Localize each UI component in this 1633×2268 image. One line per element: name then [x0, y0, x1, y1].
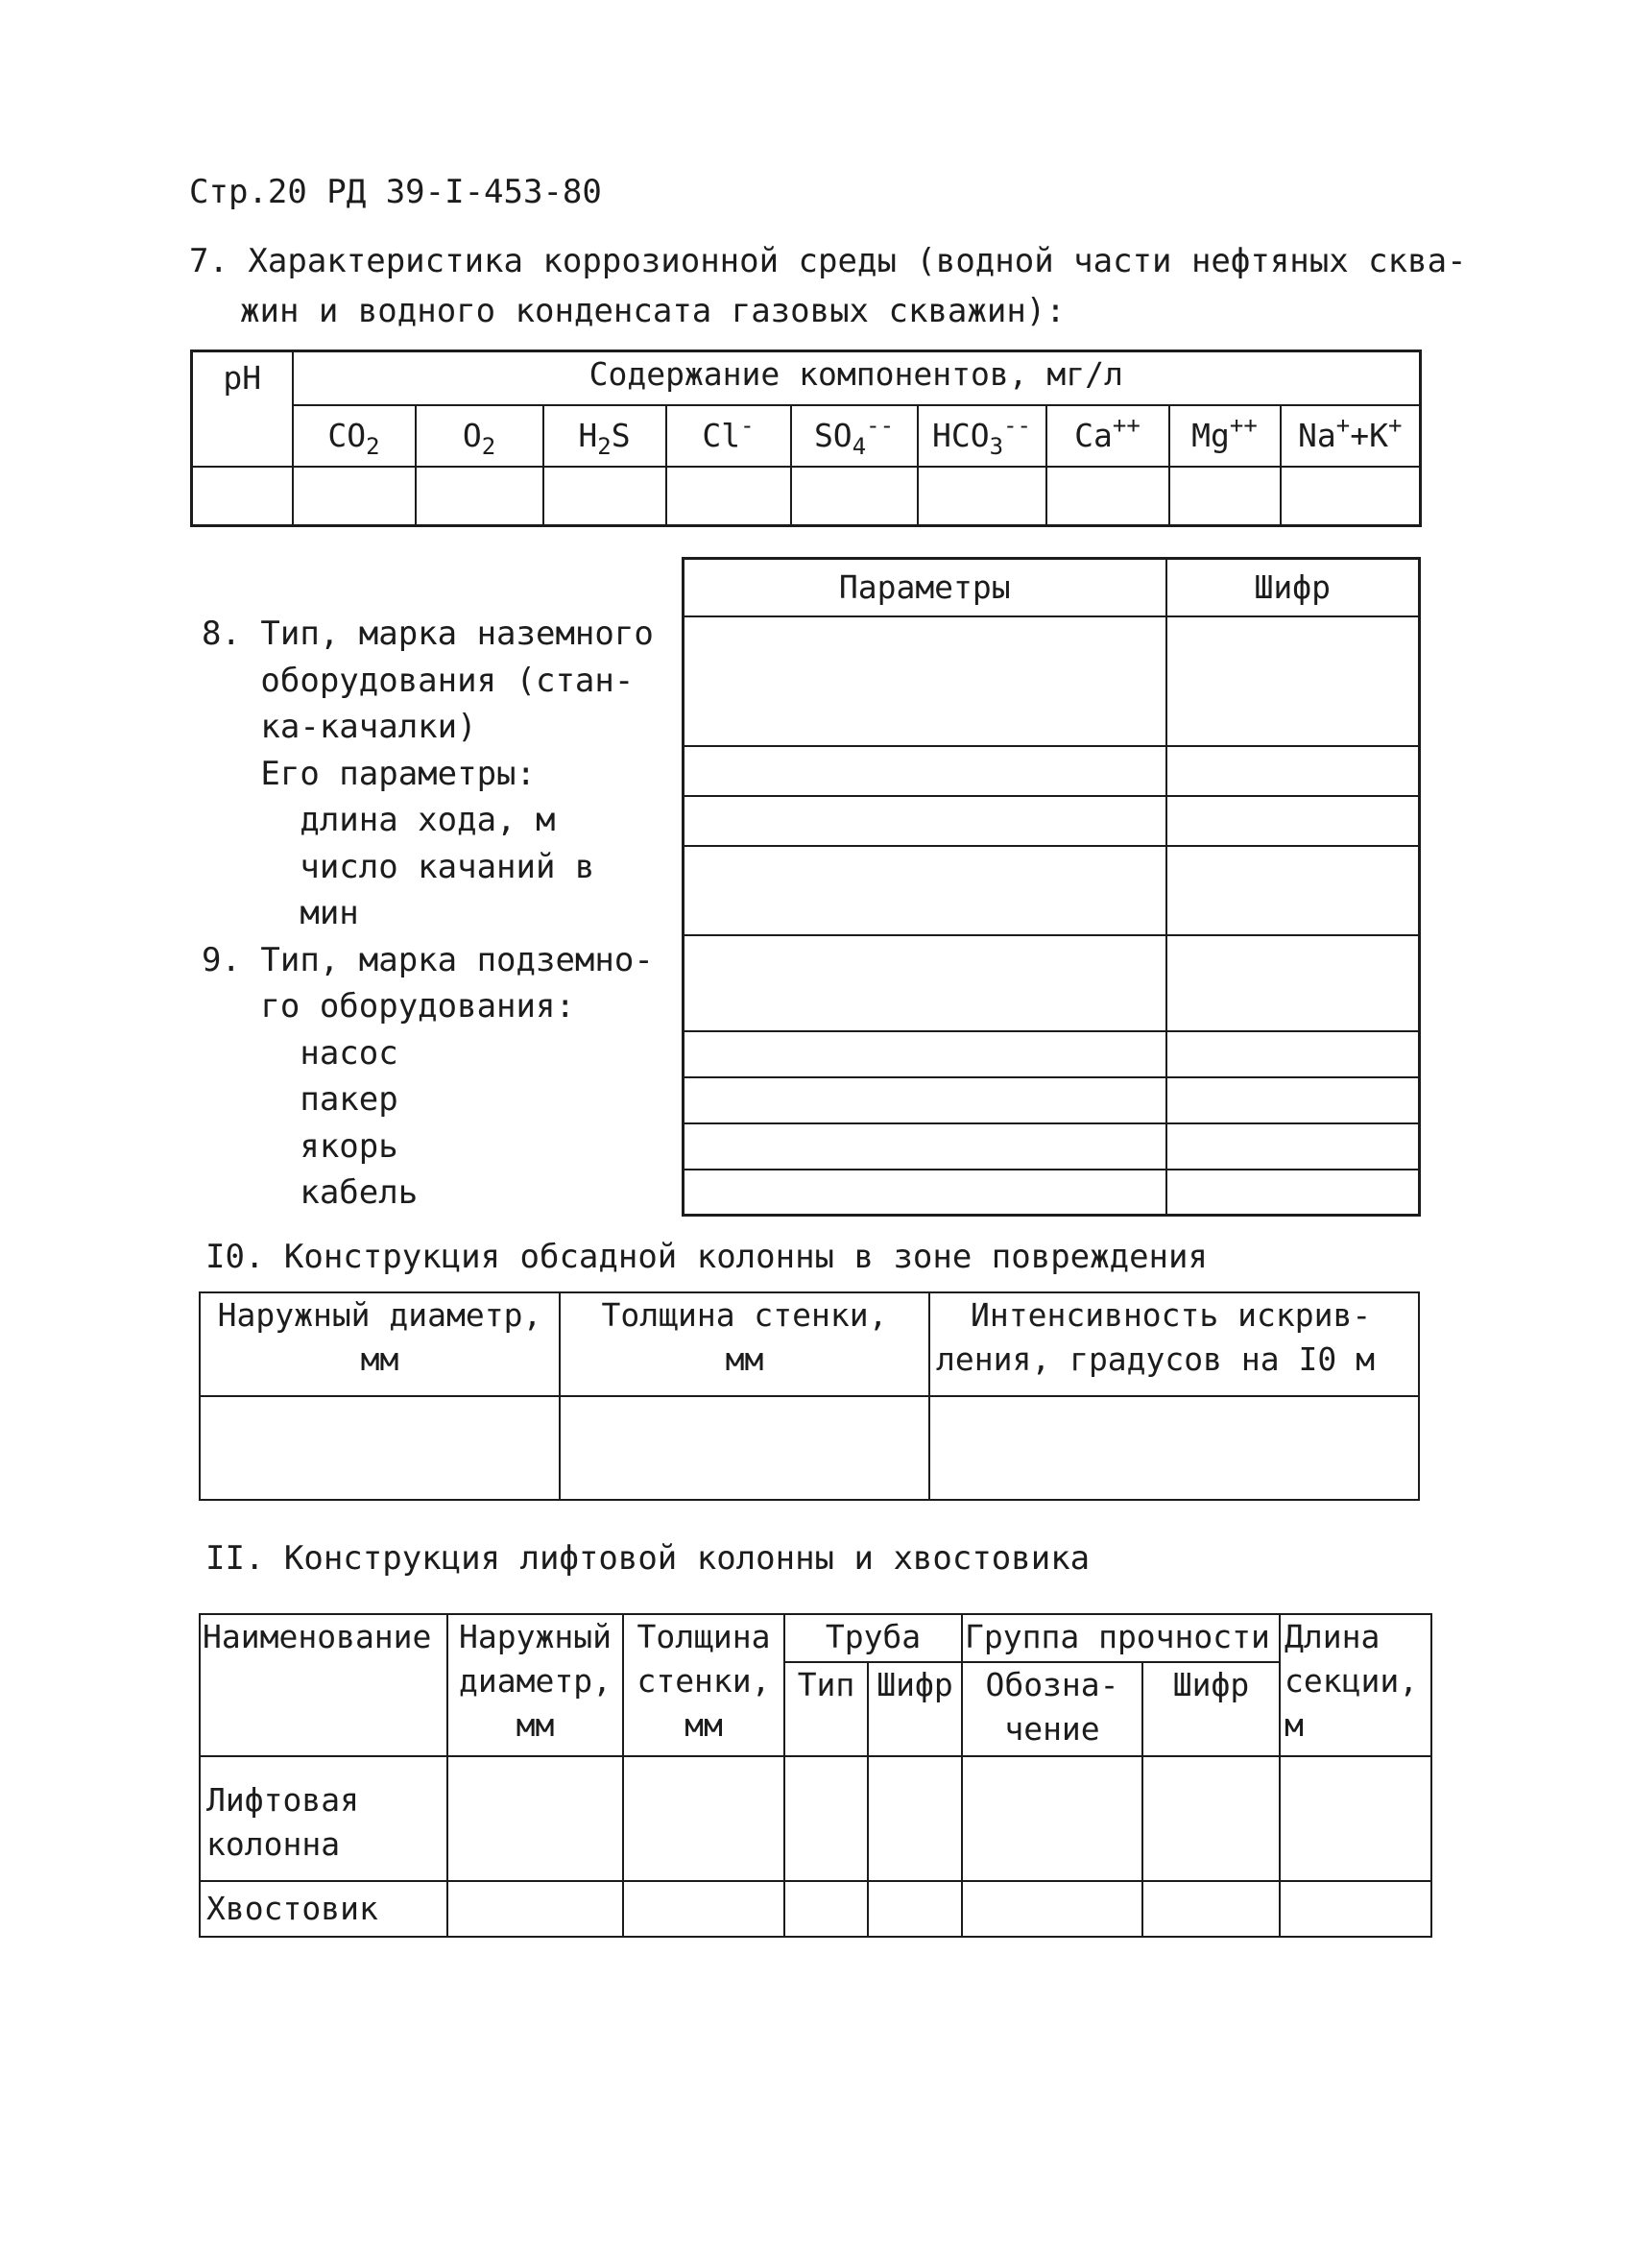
table-cell[interactable]	[543, 467, 666, 526]
component-header: $H_2S$	[543, 405, 666, 467]
table-cell[interactable]	[1166, 746, 1420, 796]
table-cell[interactable]	[1166, 616, 1420, 746]
lift-column-table	[199, 1613, 1432, 1938]
table-cell[interactable]	[684, 1031, 1166, 1077]
table-cell[interactable]	[416, 467, 543, 526]
table-cell[interactable]	[1166, 846, 1420, 935]
table-cell[interactable]	[1166, 1031, 1420, 1077]
equipment-line: оборудования (стан-	[202, 661, 635, 700]
table-cell[interactable]	[929, 1396, 1419, 1500]
diameter-header: Наружный диаметр, мм	[447, 1614, 623, 1756]
table-cell[interactable]	[1046, 467, 1169, 526]
section11-title: II. Конструкция лифтовой колонны и хвостовика	[205, 1539, 1091, 1578]
table-cell[interactable]	[684, 1170, 1166, 1216]
table-cell[interactable]	[447, 1881, 623, 1937]
component-header: $CO_2$	[293, 405, 416, 467]
page-header: Стр.20 РД 39-I-453-80	[189, 173, 602, 211]
equipment-line: число качаний в	[202, 847, 595, 886]
section10-title: I0. Конструкция обсадной колонны в зоне повреждения	[205, 1238, 1208, 1276]
equipment-line: 9. Тип, марка подземно-	[202, 940, 654, 979]
equipment-line: пакер	[202, 1080, 398, 1119]
table-cell[interactable]	[684, 796, 1166, 846]
table-cell[interactable]	[1166, 935, 1420, 1031]
table-cell[interactable]	[684, 746, 1166, 796]
content-header: Содержание компонентов, мг/л	[293, 351, 1421, 405]
equipment-table	[682, 557, 1421, 1217]
table-cell[interactable]	[1166, 1123, 1420, 1170]
component-header: Cl-	[666, 405, 791, 467]
table-cell[interactable]	[784, 1756, 868, 1881]
component-header: Ca++	[1046, 405, 1169, 467]
components-row	[192, 405, 1421, 467]
outer-diameter-header: Наружный диаметр, мм	[200, 1292, 560, 1396]
table-cell[interactable]	[868, 1756, 962, 1881]
component-header: $O_2$	[416, 405, 543, 467]
equipment-line: кабель	[202, 1173, 419, 1212]
equipment-line: ка-качалки)	[202, 708, 477, 746]
equipment-line: якорь	[202, 1126, 398, 1166]
pipe-code-header: Шифр	[868, 1662, 962, 1756]
table-cell[interactable]	[1281, 467, 1421, 526]
casing-table	[199, 1291, 1420, 1501]
code-header: Шифр	[1166, 559, 1420, 616]
params-header: Параметры	[684, 559, 1166, 616]
row-lift-column: Лифтовая колонна	[200, 1756, 447, 1881]
table-cell[interactable]	[200, 1396, 560, 1500]
pipe-type-header: Тип	[784, 1662, 868, 1756]
table-cell[interactable]	[791, 467, 918, 526]
table-cell[interactable]	[868, 1881, 962, 1937]
table-cell[interactable]	[962, 1881, 1142, 1937]
group-code-header: Шифр	[1142, 1662, 1280, 1756]
table-cell[interactable]	[623, 1881, 784, 1937]
table-cell[interactable]	[1166, 1170, 1420, 1216]
table-cell[interactable]	[1166, 1077, 1420, 1123]
table-cell[interactable]	[784, 1881, 868, 1937]
table-cell[interactable]	[1280, 1881, 1431, 1937]
table-cell[interactable]	[684, 1077, 1166, 1123]
name-header: Наименование	[200, 1614, 447, 1756]
table-cell[interactable]	[684, 616, 1166, 746]
equipment-line: мин	[202, 894, 359, 932]
ph-header: pH	[192, 351, 293, 467]
section7-title-line1: 7. Характеристика коррозионной среды (водной части нефтяных сква-	[189, 242, 1467, 280]
pipe-header: Труба	[784, 1614, 962, 1662]
table-cell[interactable]	[1166, 796, 1420, 846]
table-cell[interactable]	[1280, 1756, 1431, 1881]
equipment-description	[202, 611, 654, 1217]
table-cell[interactable]	[293, 467, 416, 526]
table-cell[interactable]	[1142, 1756, 1280, 1881]
table-cell[interactable]	[684, 1123, 1166, 1170]
table-cell[interactable]	[447, 1756, 623, 1881]
group-designation-header: Обозна- чение	[962, 1662, 1142, 1756]
component-header: $HCO_3^{--}$	[918, 405, 1046, 467]
equipment-line: Его параметры:	[202, 754, 536, 793]
table-cell[interactable]	[684, 935, 1166, 1031]
component-header: Mg++	[1169, 405, 1281, 467]
length-header: Длина секции, м	[1280, 1614, 1431, 1756]
corrosion-table	[190, 350, 1422, 527]
thickness-header: Толщина стенки, мм	[623, 1614, 784, 1756]
table-cell[interactable]	[1142, 1881, 1280, 1937]
row-tail: Хвостовик	[200, 1881, 447, 1937]
table-cell[interactable]	[192, 467, 293, 526]
table-cell[interactable]	[962, 1756, 1142, 1881]
table-cell[interactable]	[918, 467, 1046, 526]
table-cell[interactable]	[623, 1756, 784, 1881]
curvature-header: Интенсивность искрив- ления, градусов на I0 м	[929, 1292, 1419, 1396]
component-header: Na++K+	[1281, 405, 1421, 467]
wall-thickness-header: Толщина стенки, мм	[560, 1292, 929, 1396]
equipment-line: длина хода, м	[202, 801, 556, 839]
equipment-line: 8. Тип, марка наземного	[202, 615, 654, 653]
table-cell[interactable]	[684, 846, 1166, 935]
component-header: $SO_4^{--}$	[791, 405, 918, 467]
table-cell[interactable]	[666, 467, 791, 526]
equipment-line: насос	[202, 1033, 398, 1073]
strength-group-header: Группа прочности	[962, 1614, 1280, 1662]
equipment-line: го оборудования:	[202, 987, 575, 1025]
table-cell[interactable]	[1169, 467, 1281, 526]
table-cell[interactable]	[560, 1396, 929, 1500]
section7-title-line2: жин и водного конденсата газовых скважин):	[240, 292, 1066, 330]
